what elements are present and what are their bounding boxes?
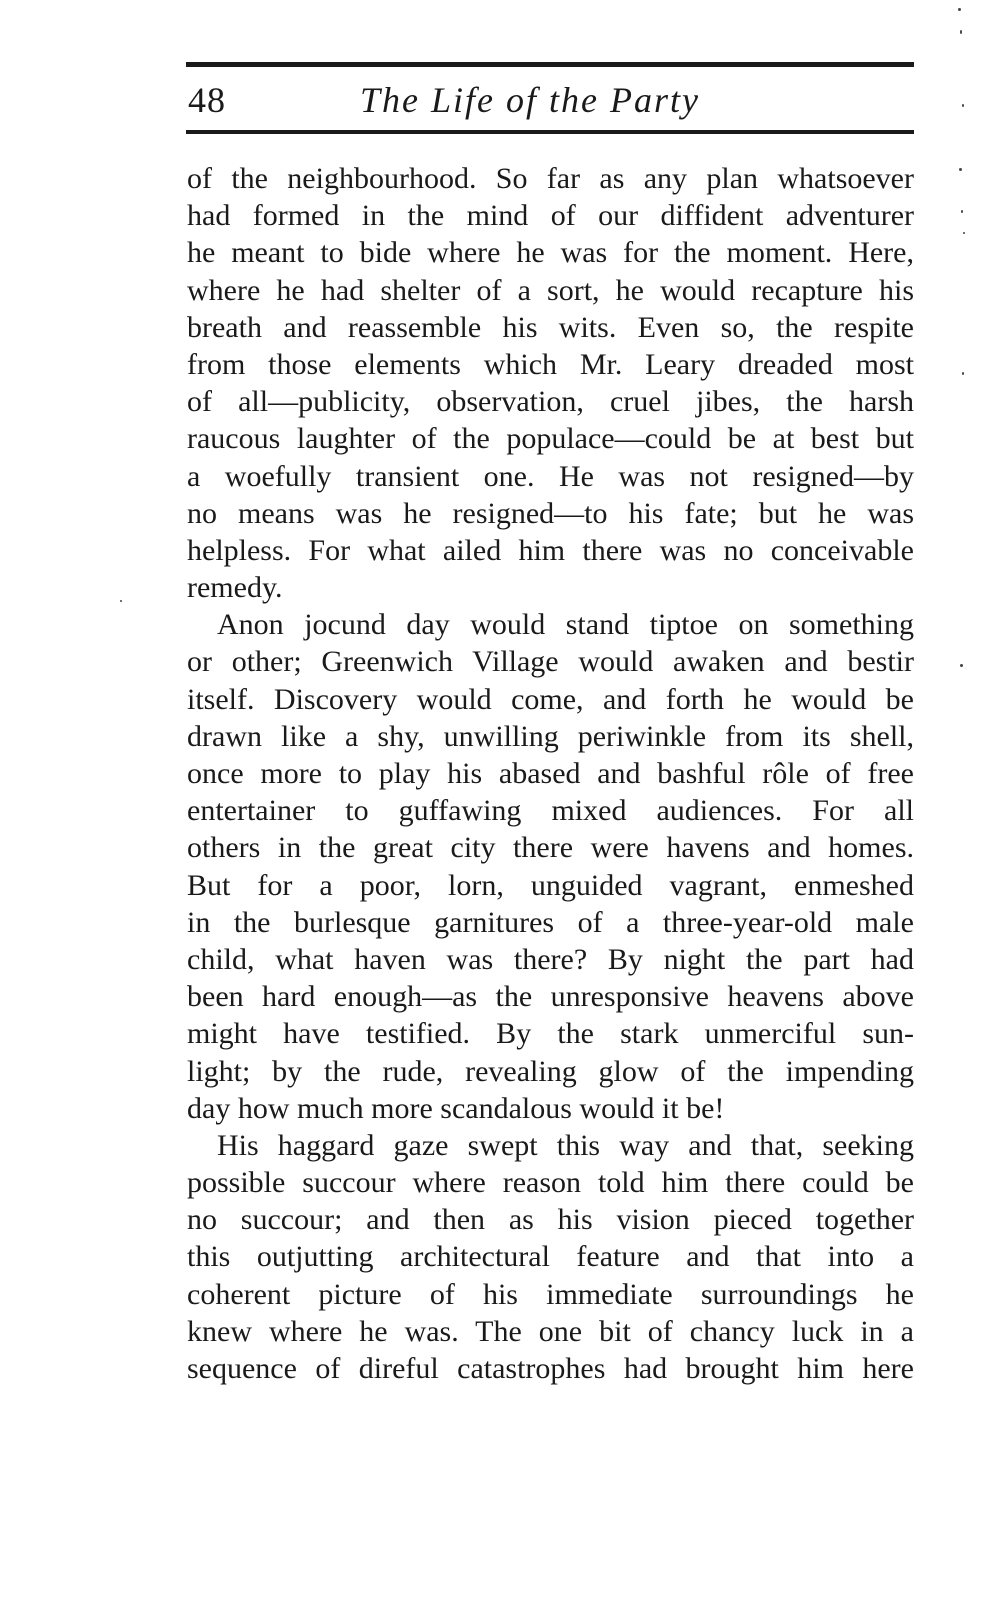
text-line: of the neighbourhood. So far as any plan whatsoever (187, 162, 914, 195)
scan-speck (963, 232, 965, 234)
text-line: raucous laughter of the populace—could be at best but (187, 422, 914, 456)
running-title: The Life of the Party (360, 80, 700, 120)
text-line: he meant to bide where he was for the moment. Here, (187, 236, 914, 270)
text-line: been hard enough—as the unresponsive heavens above (187, 980, 914, 1014)
scan-speck (958, 8, 961, 11)
text-line: child, what haven was there? By night the part had (187, 942, 914, 976)
text-line: in the burlesque garnitures of a three-year-old male (187, 905, 914, 939)
text-line: sequence of direful catastrophes had brought him here (187, 1352, 914, 1385)
text-line: where he had shelter of a sort, he would recapture his (187, 273, 914, 307)
text-line: possible succour where reason told him there could be (187, 1166, 914, 1200)
text-line: or other; Greenwich Village would awaken and bestir (187, 645, 914, 679)
text-line: from those elements which Mr. Leary dreaded most (187, 347, 914, 381)
text-line: knew where he was. The one bit of chancy luck in a (187, 1314, 914, 1348)
text-line: had formed in the mind of our diffident adventurer (187, 199, 914, 233)
page-number: 48 (188, 80, 226, 120)
text-line: remedy. (187, 571, 283, 605)
text-line: no succour; and then as his vision pieced together (187, 1203, 914, 1237)
paragraph-3 (187, 1127, 914, 1387)
scan-speck (961, 210, 963, 213)
text-line: helpless. For what ailed him there was no conceivable (187, 533, 914, 567)
text-line: His haggard gaze swept this way and that, seeking (217, 1128, 914, 1162)
body-text (187, 160, 914, 1387)
header-rule-top (186, 62, 914, 67)
text-line: others in the great city there were havens and homes. (187, 831, 914, 865)
text-line: itself. Discovery would come, and forth he would be (187, 682, 914, 716)
text-line: drawn like a shy, unwilling periwinkle from its shell, (187, 719, 914, 753)
scan-speck (960, 30, 962, 34)
scan-speck (959, 168, 962, 171)
text-line: coherent picture of his immediate surroundings he (187, 1277, 914, 1311)
scan-speck (120, 600, 122, 602)
header-rule-bottom (186, 130, 914, 134)
text-line: breath and reassemble his wits. Even so, the respite (187, 310, 914, 344)
paragraph-1 (187, 160, 914, 606)
text-line: might have testified. By the stark unmerciful sun- (187, 1017, 914, 1051)
text-line: of all—publicity, observation, cruel jibes, the harsh (187, 385, 914, 419)
paragraph-2 (187, 606, 914, 1127)
text-line: this outjutting architectural feature and that into a (187, 1240, 914, 1274)
text-line: Anon jocund day would stand tiptoe on something (217, 608, 914, 642)
text-line: But for a poor, lorn, unguided vagrant, enmeshed (187, 868, 914, 902)
text-line: a woefully transient one. He was not resigned—by (187, 459, 914, 493)
text-line: light; by the rude, revealing glow of the impending (187, 1054, 914, 1088)
scan-speck (962, 372, 964, 375)
scan-speck (960, 664, 963, 667)
text-line: once more to play his abased and bashful rôle of free (187, 757, 914, 790)
text-line: no means was he resigned—to his fate; but he was (187, 496, 914, 530)
scan-speck (962, 104, 964, 107)
text-line: entertainer to guffawing mixed audiences. For all (187, 794, 914, 828)
text-line: day how much more scandalous would it be! (187, 1091, 725, 1125)
